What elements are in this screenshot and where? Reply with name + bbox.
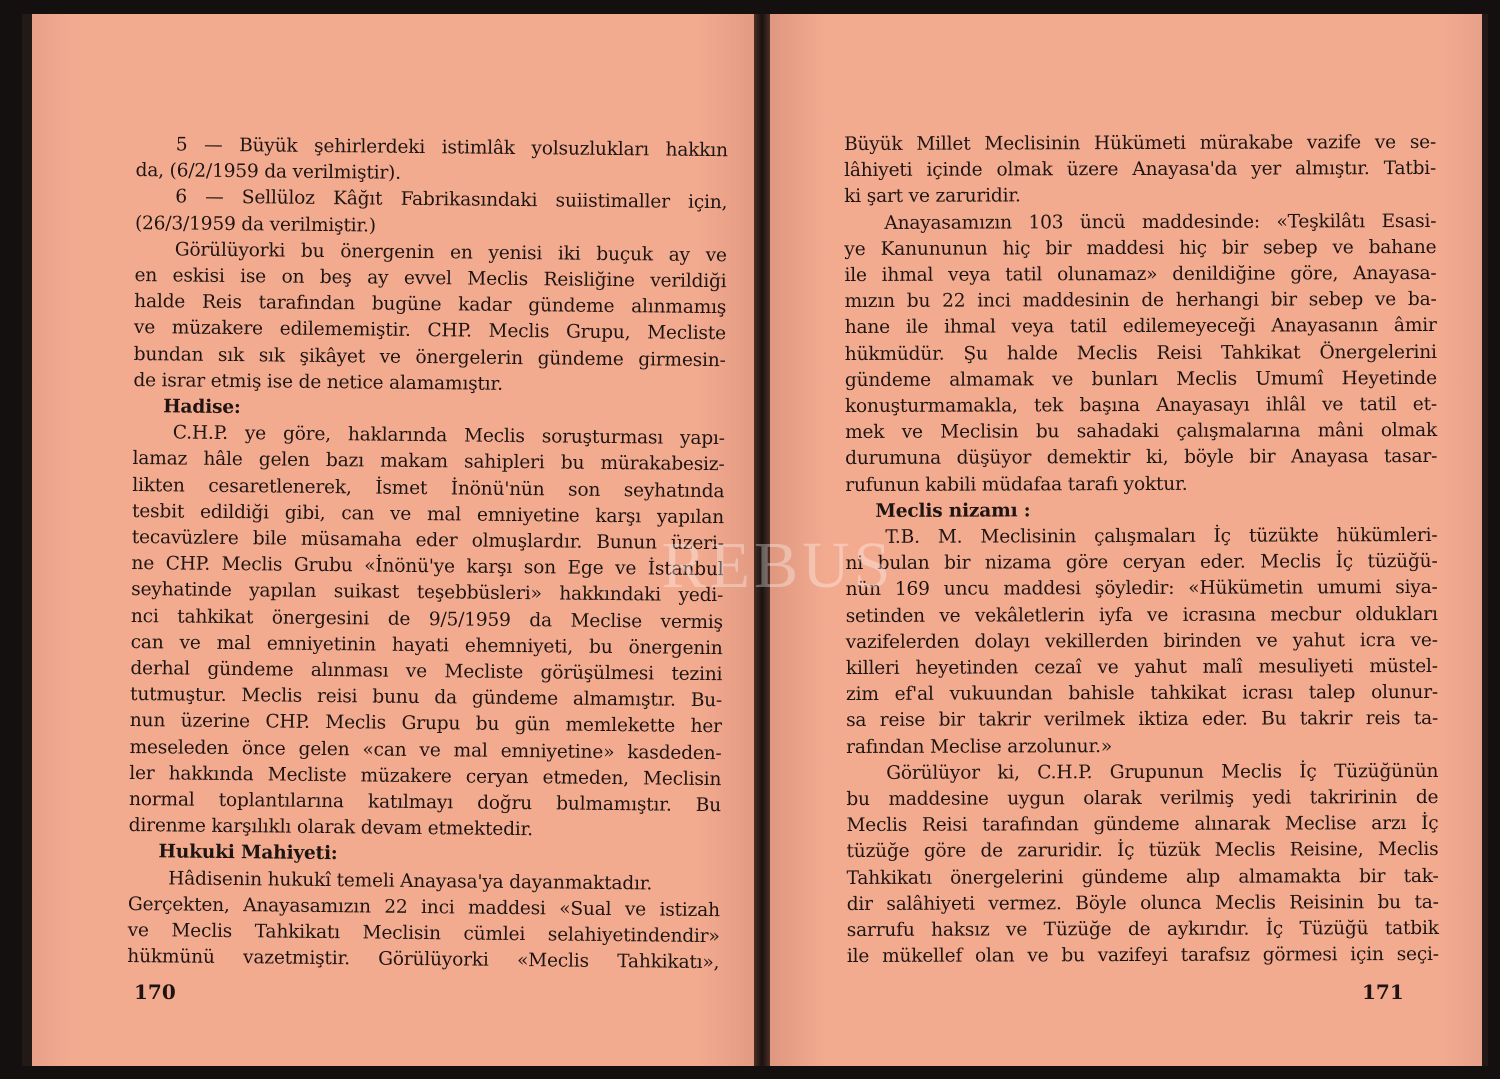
left-page <box>32 14 754 1066</box>
text-line: vazifelerden dolayı vekillerden birinden ve yahut icra ve- <box>845 629 1438 653</box>
text-line: killeri heyetinden cezaî ve yahut malî mesuliyeti müstel- <box>845 655 1438 680</box>
text-line: mek ve Meclisin bu sahadaki çalışmalarına mâni olmak <box>845 420 1438 444</box>
text-line: nun üzerine CHP. Meclis Grupu bu gün memlekette her <box>129 710 722 738</box>
text-line: Anayasamızın 103 üncü maddesinde: «Teşkilâtı Esasi- <box>884 210 1437 234</box>
text-line: hükmünü vazetmiştir. Görülüyorki «Meclis Tahkikatı», <box>127 946 720 974</box>
text-line: mızın bu 22 inci maddesinin de herhangi bir sebep ve ba- <box>844 289 1437 313</box>
left-page-number: 170 <box>134 980 176 1004</box>
text-line: zim ef'al vukuundan bahisle tahkikat icrası talep olunur- <box>845 682 1438 706</box>
text-line: dir salâhiyeti vermez. Böyle olunca Meclis Reisinin bu ta- <box>846 891 1439 915</box>
text-line: halde Reis tarafından bugüne kadar gündeme alınmamış <box>134 291 727 319</box>
text-line: can ve mal emniyetinin hayati ehemniyeti, bu önergenin <box>130 631 723 660</box>
text-line: derhal gündeme alınması ve Mecliste görüşülmesi tezini <box>130 658 723 686</box>
text-line: sarrufu haksız ve Tüzüğe de aykırıdır. İç Tüzüğü tatbik <box>846 918 1439 942</box>
right-page-text <box>844 130 1439 971</box>
text-line: likten cesaretlenerek, İsmet İnönü'nün son seyhatında <box>132 474 725 502</box>
text-line: sa reise bir takrir verilmek iktiza eder. Bu takrir reis ta- <box>846 708 1439 732</box>
text-line: ler hakkında Mecliste müzakere ceryan etmeden, Meclisin <box>129 762 722 791</box>
text-line: tüzüğe göre de zaruridir. İç tüzük Meclis Reisine, Meclis <box>846 839 1439 863</box>
text-line: nün 169 uncu maddesi şöyledir: «Hükümetin umumi siya- <box>845 577 1438 601</box>
text-line: Tahkikatı önergelerini gündeme alıp almamakta bir tak- <box>846 865 1439 889</box>
text-line: Meclis Reisi tarafından gündeme alınarak Meclise arzı İç <box>846 813 1439 837</box>
text-line: Hâdisenin hukukî temeli Anayasa'ya dayanmaktadır. <box>168 868 653 895</box>
text-line: Görülüyor ki, C.H.P. Grupunun Meclis İç Tüzüğünün <box>886 760 1439 784</box>
text-line: ki şart ve zaruridir. <box>844 185 1021 208</box>
text-line: nci tahkikat önergesini de 9/5/1959 da Meclise vermiş <box>130 605 724 633</box>
text-line: ve Meclis Tahkikatı Meclisin cümlei selahiyetindendir» <box>127 920 720 948</box>
text-line: hükmüdür. Şu halde Meclis Reisi Tahkikat Önergelerini <box>844 341 1437 365</box>
right-page-number: 171 <box>1362 980 1404 1004</box>
text-line: konuşturmamakla, tek başına Anayasayı ihlâl ve tatil et- <box>844 393 1437 418</box>
text-line: da, (6/2/1959 da verilmiştir). <box>135 160 401 184</box>
text-line: 5 — Büyük şehirlerdeki istimlâk yolsuzlukları hakkın <box>175 134 728 162</box>
left-page-text <box>127 132 728 977</box>
text-line: de israr etmiş ise de netice alamamıştır. <box>133 369 503 395</box>
text-line: bundan sık sık şikâyet ve önergelerin gündeme girmesin- <box>133 343 726 371</box>
text-line: hane ile ihmal veya tatil edilemeyeceği Anayasanın âmir <box>844 315 1437 339</box>
text-line: meseleden önce gelen «can ve mal emniyetine» kasdeden- <box>129 736 722 764</box>
text-line: ne CHP. Meclis Grubu «İnönü'ye karşı son Ege ve İstanbul <box>131 553 724 581</box>
text-line: seyhatinde yapılan suikast teşebbüsleri» hakkındaki yedi- <box>131 579 724 607</box>
text-line: ile ihmal veya tatil olunamaz» denildiğine göre, Anayasa- <box>844 262 1437 287</box>
text-line: T.B. M. Meclisinin çalışmaları İç tüzükte hükümleri- <box>885 524 1438 548</box>
text-line: 6 — Sellüloz Kâğıt Fabrikasındaki suiistimaller için, <box>175 186 728 214</box>
text-line: tesbit edildiği gibi, can ve mal emniyetine karşı yapılan <box>131 500 725 529</box>
text-line: tecavüzlere bile müsamaha eder olmuşlardır. Bunun üzeri- <box>131 527 724 555</box>
text-line: durumuna düşüyor demektir ki, böyle bir Anayasa tasar- <box>845 446 1438 470</box>
text-line: lâhiyeti içinde olmak üzere Anayasa'da yer almıştır. Tatbi- <box>844 158 1437 182</box>
text-line: rufunun kabili müdafaa tarafı yoktur. <box>845 473 1188 496</box>
text-line: bu maddesine uygun olarak verilmiş yedi takririnin de <box>846 787 1439 811</box>
text-line: ni bulan bir nizama göre ceryan eder. Meclis İç tüzüğü- <box>845 551 1438 575</box>
text-line: lamaz hâle gelen bazı makam sahipleri bu mürakabesiz- <box>132 448 725 476</box>
text-line: ve müzakere edilememiştir. CHP. Meclis Grupu, Mecliste <box>133 317 727 345</box>
text-line: C.H.P. ye göre, haklarında Meclis soruşturması yapı- <box>172 422 725 450</box>
text-line: setinden ve vekâletlerin iyfa ve icrasına mecbur oldukları <box>845 603 1438 627</box>
text-line: Görülüyorki bu önergenin en yenisi iki buçuk ay ve <box>174 239 727 267</box>
text-line: ye Kanununun hiç bir maddesi hiç bir sebep ve bahane <box>844 236 1437 260</box>
text-line: ile mükellef olan ve bu vazifeyi tarafsız görmesi için seçi- <box>846 944 1439 968</box>
text-line: tutmuştur. Meclis reisi bunu da gündeme almamıştır. Bu- <box>129 684 723 712</box>
text-line: Büyük Millet Meclisinin Hükümeti mürakabe vazife ve se- <box>844 131 1437 155</box>
text-line: direnme karşılıklı olarak devam etmektedir. <box>128 815 534 841</box>
section-heading: Hadise: <box>163 396 241 419</box>
text-line: (26/3/1959 da verilmiştir.) <box>134 212 376 237</box>
text-line: rafından Meclise arzolunur.» <box>846 735 1113 758</box>
section-heading: Hukuki Mahiyeti: <box>158 841 338 865</box>
text-line: en eskisi ise on beş ay evvel Meclis Reisliğine verildiği <box>134 265 727 293</box>
text-line: Gerçekten, Anayasamızın 22 inci maddesi «Sual ve istizah <box>127 893 720 922</box>
text-line: gündeme almamak ve bunları Meclis Umumî Heyetinde <box>844 367 1437 391</box>
section-heading: Meclis nizamı : <box>875 500 1031 522</box>
text-line: normal toplantılarına katılmayı doğru bulmamıştır. Bu <box>128 789 722 817</box>
watermark: REBUS <box>661 529 895 602</box>
